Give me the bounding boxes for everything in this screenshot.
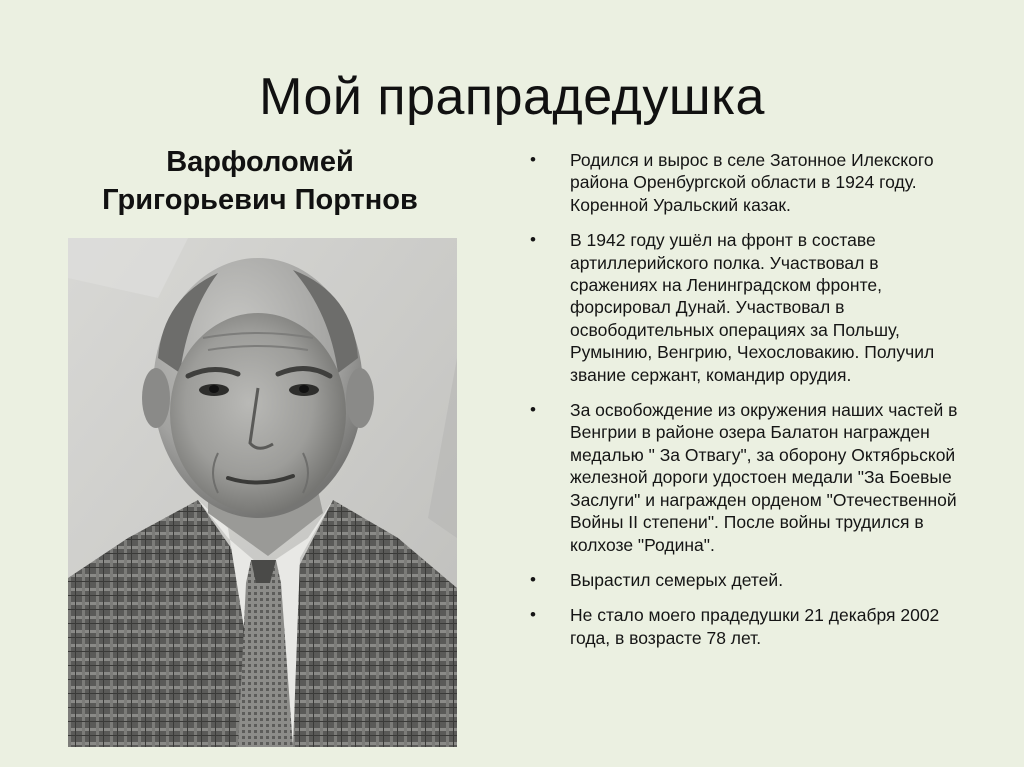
bio-bullet-text: Родился и вырос в селе Затонное Илекского района Оренбургской области в 1924 году. Коренной Уральский казак. (570, 150, 934, 215)
bullet-marker: • (530, 569, 536, 589)
bio-bullet-text: Вырастил семерых детей. (570, 569, 784, 590)
bio-bullet-text: За освобождение из окружения наших частей в Венгрии в районе озера Балатон награжден медалью " За Отвагу", за оборону Октябрьской железной дороги удостоен медали "За Боевые Заслуги" и награжден орденом "Отечественной Войны II степени". После войны трудился в колхозе "Родина". (570, 400, 958, 555)
bio-bullet-list (530, 149, 970, 662)
person-name-line1: Варфоломей (166, 146, 354, 178)
slide-title: Мой прапрадедушка (259, 68, 765, 126)
portrait-photo (68, 238, 457, 747)
bullet-marker: • (530, 230, 536, 250)
bullet-marker: • (530, 605, 536, 625)
person-name (40, 143, 480, 219)
bio-bullet-item (530, 569, 970, 591)
bullet-marker: • (530, 150, 536, 169)
bullet-marker: • (530, 400, 536, 420)
bio-bullet-item (530, 149, 970, 216)
bio-bullet-item (530, 399, 970, 556)
bio-bullet-text: Не стало моего прадедушки 21 декабря 2002 года, в возрасте 78 лет. (570, 605, 940, 648)
person-name-line2: Григорьевич Портнов (102, 184, 418, 216)
bio-bullet-item (530, 229, 970, 386)
portrait-illustration (68, 238, 457, 747)
bio-bullet-item (530, 604, 970, 649)
bio-bullet-text: В 1942 году ушёл на фронт в составе артиллерийского полка. Участвовал в сражениях на Ленинградском фронте, форсировал Дунай. Участвовал в освободительных операциях за Польшу, Румынию, Венгрию, Чехословакию. Получил звание сержант, командир орудия. (570, 230, 935, 385)
